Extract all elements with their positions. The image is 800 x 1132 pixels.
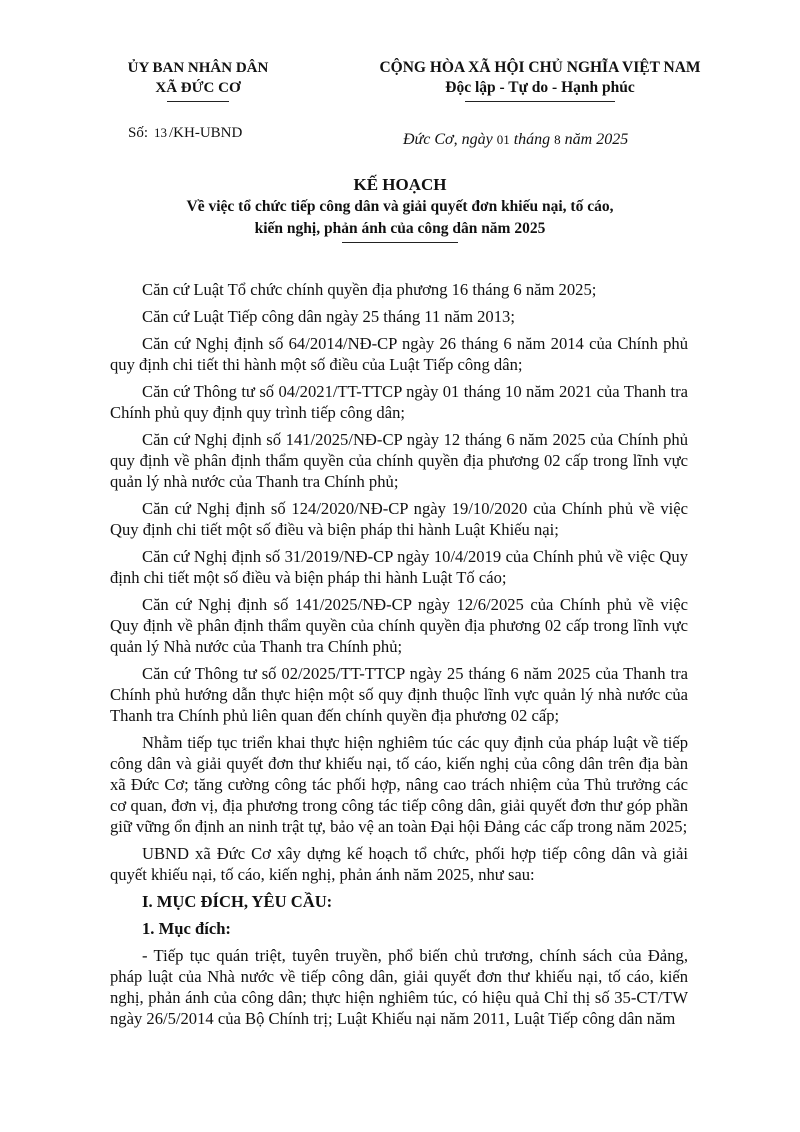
motto-text: Độc lập - Tự do - Hạnh phúc — [445, 79, 635, 96]
document-reference — [128, 125, 242, 142]
ref-prefix: Số: — [128, 125, 149, 141]
legal-basis-1: Căn cứ Luật Tổ chức chính quyền địa phương 16 tháng 6 năm 2025; — [142, 280, 597, 299]
legal-basis-2: Căn cứ Luật Tiếp công dân ngày 25 tháng 11 năm 2013; — [142, 307, 515, 326]
legal-basis-7: Căn cứ Nghị định số 31/2019/NĐ-CP ngày 10/4/2019 của Chính phủ về việc Quy định chi tiết một số điều và biện pháp thi hành Luật Tố cáo; — [110, 547, 688, 587]
title-underline — [342, 242, 458, 243]
legal-basis-8: Căn cứ Nghị định số 141/2025/NĐ-CP ngày 12/6/2025 của Chính phủ về việc Quy định về phân định thẩm quyền của chính quyền địa phương 02 cấp trong lĩnh vực quản lý Nhà nước của Thanh tra Chính phủ; — [110, 595, 688, 656]
plan-intro-paragraph: UBND xã Đức Cơ xây dựng kế hoạch tổ chức, phối hợp tiếp công dân và giải quyết khiếu nại, tố cáo, kiến nghị, phản ánh năm 2025, như sau: — [110, 844, 688, 884]
issuing-authority — [112, 58, 284, 102]
document-date — [403, 131, 628, 149]
motto-underline — [465, 101, 615, 102]
document-title-block — [0, 174, 800, 243]
authority-underline — [167, 101, 229, 102]
section-heading-1: I. MỤC ĐÍCH, YÊU CẦU: — [142, 892, 333, 911]
national-motto — [350, 58, 730, 102]
date-day: 01 — [496, 132, 510, 147]
legal-basis-4: Căn cứ Thông tư số 04/2021/TT-TTCP ngày 01 tháng 10 năm 2021 của Thanh tra Chính phủ quy định quy trình tiếp công dân; — [110, 382, 688, 422]
document-subtitle-line-1: Về việc tổ chức tiếp công dân và giải quyết đơn khiếu nại, tố cáo, — [186, 198, 614, 215]
nation-name: CỘNG HÒA XÃ HỘI CHỦ NGHĨA VIỆT NAM — [379, 59, 701, 76]
purpose-paragraph: Nhằm tiếp tục triển khai thực hiện nghiêm túc các quy định của pháp luật về tiếp công dân và giải quyết đơn thư khiếu nại, tố cáo, kiến nghị của công dân trên địa bàn xã Đức Cơ; tăng cường công tác phối hợp, nâng cao trách nhiệm của Thủ trưởng các cơ quan, đơn vị, địa phương trong công tác tiếp công dân, giải quyết đơn thư góp phần giữ vững ổn định an ninh trật tự, bảo vệ an toàn Đại hội Đảng các cấp trong năm 2025; — [110, 733, 688, 836]
legal-basis-9: Căn cứ Thông tư số 02/2025/TT-TTCP ngày 25 tháng 6 năm 2025 của Thanh tra Chính phủ hướng dẫn thực hiện một số quy định thuộc lĩnh vực quản lý nhà nước của Thanh tra Chính phủ liên quan đến chính quyền địa phương 02 cấp; — [110, 664, 688, 725]
date-place: Đức Cơ, ngày — [403, 131, 493, 148]
legal-basis-6: Căn cứ Nghị định số 124/2020/NĐ-CP ngày 19/10/2020 của Chính phủ về việc Quy định chi tiết một số điều và biện pháp thi hành Luật Khiếu nại; — [110, 499, 688, 539]
document-subtitle-line-2: kiến nghị, phản ánh của công dân năm 2025 — [254, 220, 546, 237]
ref-number: 13 — [154, 125, 168, 140]
document-title: KẾ HOẠCH — [353, 175, 447, 194]
authority-line-1: ỦY BAN NHÂN DÂN — [127, 60, 269, 76]
subsection-heading-1: 1. Mục đích: — [142, 919, 231, 938]
date-month-word: tháng — [513, 131, 551, 148]
document-body — [110, 279, 688, 1035]
date-year: năm 2025 — [564, 131, 629, 148]
legal-basis-3: Căn cứ Nghị định số 64/2014/NĐ-CP ngày 26 tháng 6 năm 2014 của Chính phủ quy định chi tiết thi hành một số điều của Luật Tiếp công dân; — [110, 334, 688, 374]
authority-line-2: XÃ ĐỨC CƠ — [155, 80, 241, 96]
purpose-item-1: - Tiếp tục quán triệt, tuyên truyền, phổ biến chủ trương, chính sách của Đảng, pháp luật của Nhà nước về tiếp công dân, giải quyết đơn thư khiếu nại, tố cáo, kiến nghị, phản ánh của công dân; thực hiện nghiêm túc, có hiệu quả Chỉ thị số 35-CT/TW ngày 26/5/2014 của Bộ Chính trị; Luật Khiếu nại năm 2011, Luật Tiếp công dân năm — [110, 946, 688, 1028]
ref-suffix: /KH-UBND — [169, 125, 243, 141]
date-month: 8 — [554, 132, 561, 147]
legal-basis-5: Căn cứ Nghị định số 141/2025/NĐ-CP ngày 12 tháng 6 năm 2025 của Chính phủ quy định về phân định thẩm quyền của chính quyền địa phương 02 cấp trong lĩnh vực quản lý nhà nước của Thanh tra Chính phủ; — [110, 430, 688, 491]
